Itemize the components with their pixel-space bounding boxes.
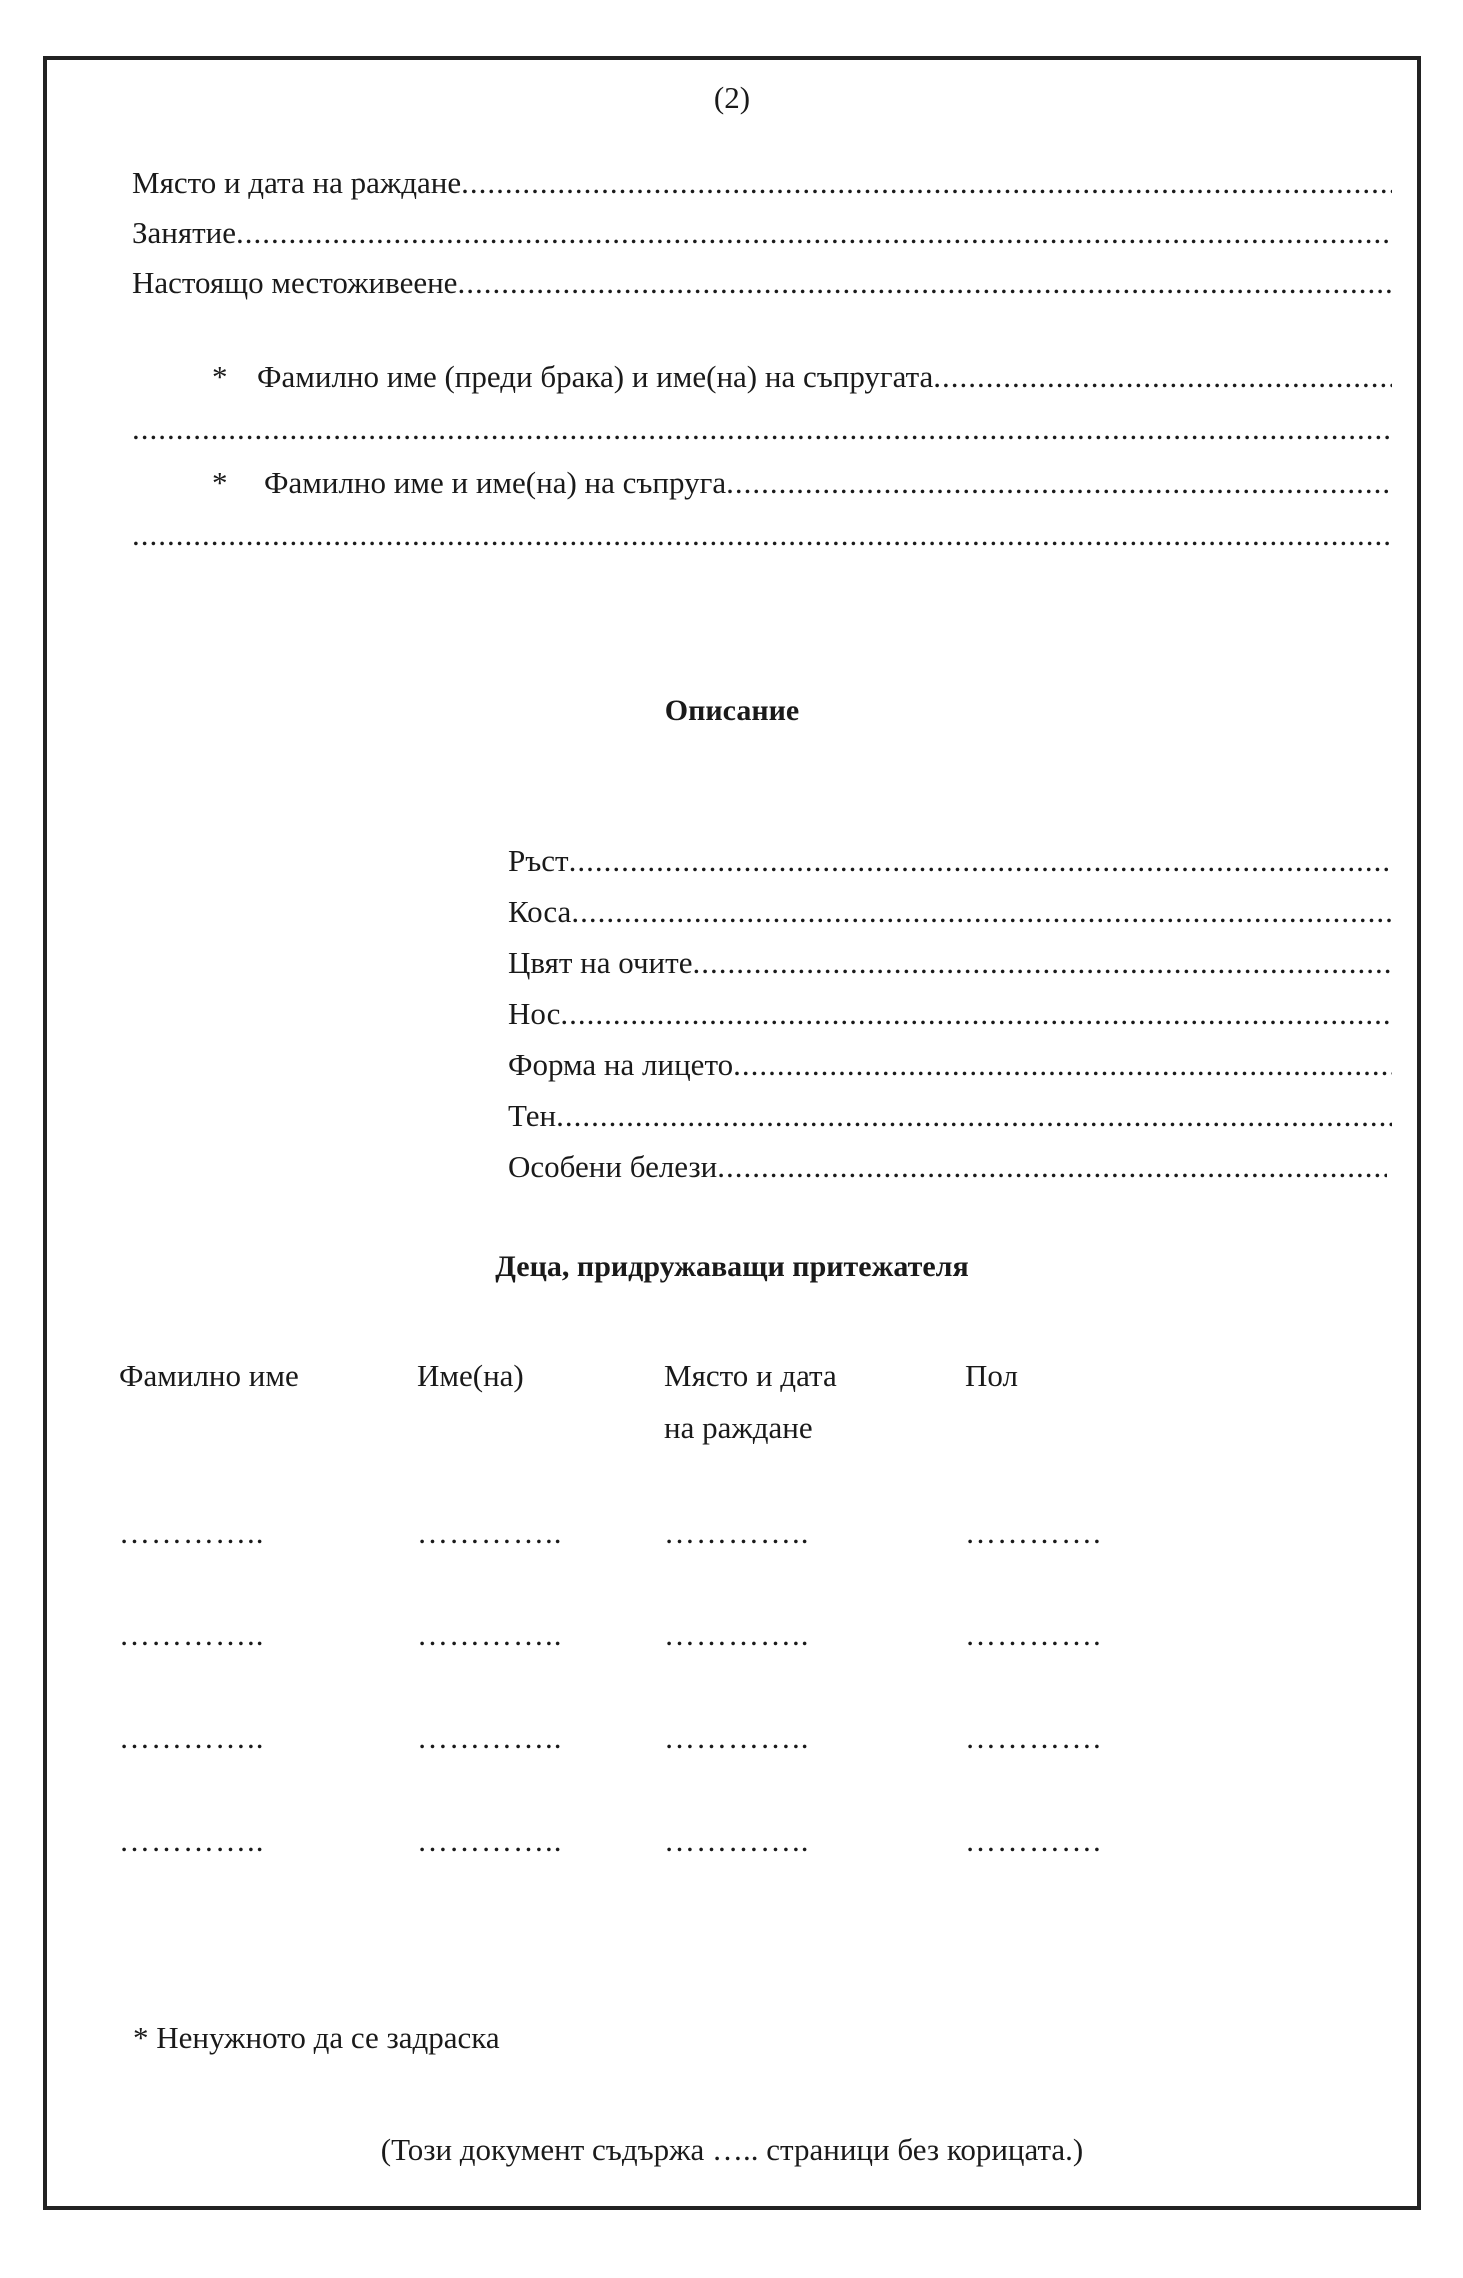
table-cell: ………….. — [417, 1823, 563, 1858]
column-given-names: Име(на) — [417, 1358, 524, 1393]
table-cell: ………….. — [664, 1720, 810, 1755]
birth-place-date-field — [132, 160, 1392, 206]
table-cell: ………….. — [119, 1823, 265, 1858]
birth-place-date-label: Място и дата на раждане — [132, 165, 462, 200]
table-cell: ………….. — [417, 1720, 563, 1755]
table-cell: …………. — [965, 1617, 1102, 1652]
table-cell: …………. — [965, 1823, 1102, 1858]
occupation-label: Занятие — [132, 215, 237, 250]
face-shape-label: Форма на лицето — [508, 1047, 734, 1082]
table-cell: ………….. — [119, 1515, 265, 1550]
husband-name-label: Фамилно име и име(на) на съпруга — [264, 465, 727, 500]
table-cell: ………….. — [417, 1617, 563, 1652]
eye-color-label: Цвят на очите — [508, 945, 693, 980]
page-number: (2) — [713, 80, 751, 115]
complexion-label: Тен — [508, 1098, 557, 1133]
nose-field — [508, 991, 1392, 1037]
distinguishing-marks-field — [508, 1144, 1387, 1190]
table-cell: ………….. — [664, 1515, 810, 1550]
husband-name-field — [212, 460, 1392, 506]
table-cell: ………….. — [664, 1617, 810, 1652]
hair-field — [508, 889, 1392, 935]
document-frame — [43, 56, 1421, 2210]
wife-name-continuation — [132, 406, 1392, 452]
column-birth-place-date: Място и дата на раждане — [664, 1358, 837, 1445]
nose-label: Нос — [508, 996, 561, 1031]
column-sex: Пол — [965, 1358, 1018, 1393]
eye-color-field — [508, 940, 1392, 986]
footnote: * Ненужното да се задраска — [133, 2020, 500, 2055]
wife-name-field — [212, 354, 1392, 400]
table-cell: ………….. — [417, 1515, 563, 1550]
height-field — [508, 838, 1392, 884]
residence-field — [132, 260, 1392, 306]
hair-label: Коса — [508, 894, 572, 929]
table-cell: ………….. — [664, 1823, 810, 1858]
distinguishing-marks-label: Особени белези — [508, 1149, 718, 1184]
column-surname: Фамилно име — [119, 1358, 299, 1393]
table-cell: ………….. — [119, 1720, 265, 1755]
closing-note: (Този документ съдържа ….. страници без корицата.) — [380, 2132, 1084, 2167]
description-heading: Описание — [664, 694, 800, 727]
complexion-field — [508, 1093, 1392, 1139]
husband-asterisk: * — [212, 465, 228, 500]
face-shape-field — [508, 1042, 1392, 1088]
husband-name-continuation — [132, 512, 1392, 558]
height-label: Ръст — [508, 843, 569, 878]
residence-label: Настоящо местоживеене — [132, 265, 458, 300]
wife-asterisk: * — [212, 359, 228, 394]
table-cell: …………. — [965, 1515, 1102, 1550]
table-cell: ………….. — [119, 1617, 265, 1652]
occupation-field — [132, 210, 1392, 256]
wife-name-label: Фамилно име (преди брака) и име(на) на съпругата — [257, 359, 934, 394]
children-heading: Деца, придружаващи притежателя — [495, 1250, 969, 1283]
table-cell: …………. — [965, 1720, 1102, 1755]
